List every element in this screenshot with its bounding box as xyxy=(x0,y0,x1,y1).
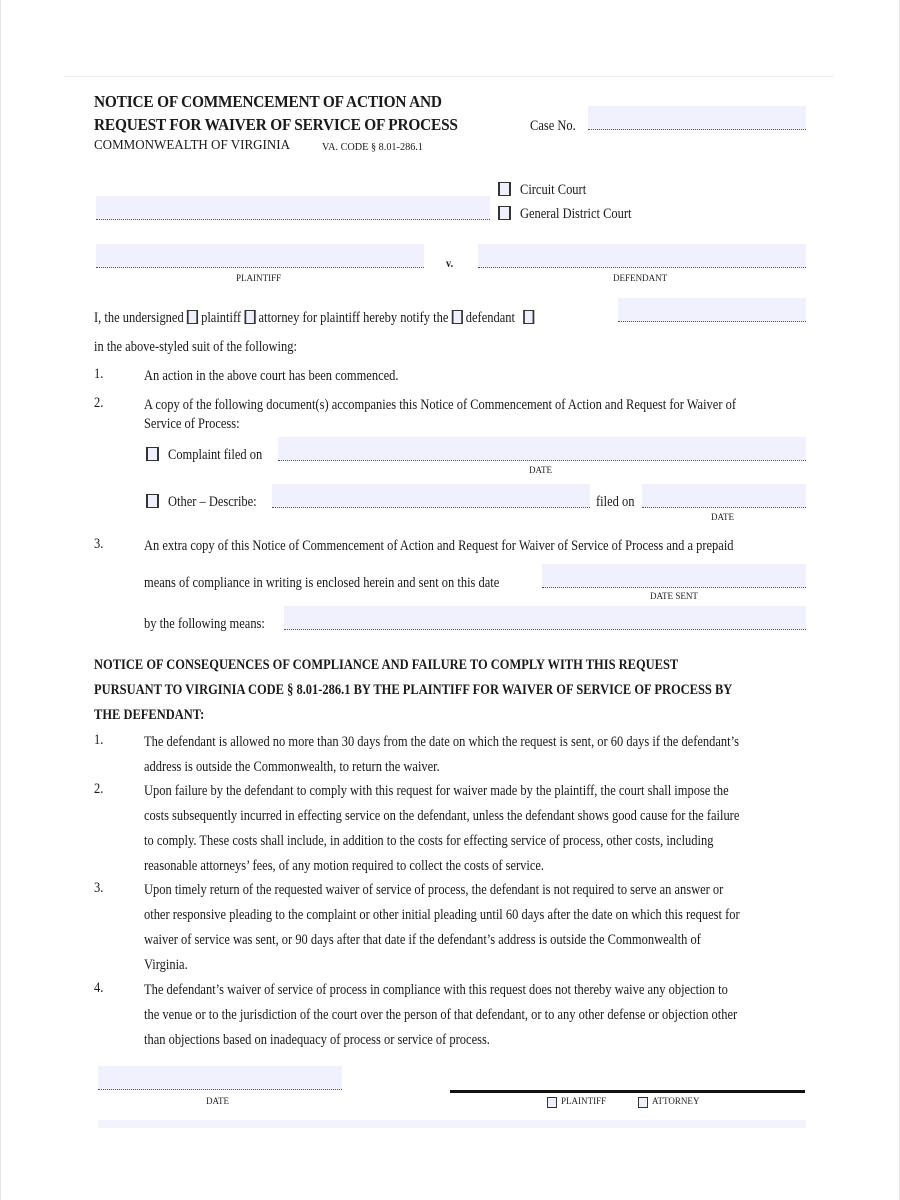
consequence-1-line: address is outside the Commonwealth, to return the waiver. xyxy=(144,759,440,775)
notify-other-checkbox[interactable] xyxy=(523,310,534,324)
consequence-4-line: the venue or to the jurisdiction of the court over the person of that defendant, or to any other defense or objection other xyxy=(144,1007,738,1023)
item-3-text-line1: An extra copy of this Notice of Commencement of Action and Request for Waiver of Service of Process and a prepaid xyxy=(144,538,734,554)
form-title-line1: NOTICE OF COMMENCEMENT OF ACTION AND xyxy=(94,92,442,111)
consequence-3-line: waiver of service was sent, or 90 days after that date if the defendant’s address is outside the Commonwealth of xyxy=(144,932,701,948)
complaint-date-caption: DATE xyxy=(529,466,553,476)
date-sent-caption: DATE SENT xyxy=(650,592,698,602)
item-1-text: An action in the above court has been commenced. xyxy=(144,368,399,384)
signer-name-field[interactable] xyxy=(98,1120,806,1128)
item-3-text-line2: means of compliance in writing is enclosed herein and sent on this date xyxy=(144,575,500,591)
signer-plaintiff-label: PLAINTIFF xyxy=(561,1097,607,1107)
consequence-number: 3. xyxy=(94,880,104,896)
complaint-filed-label: Complaint filed on xyxy=(168,447,263,463)
signer-plaintiff-checkbox[interactable] xyxy=(547,1097,557,1108)
notify-other-field[interactable] xyxy=(618,298,806,322)
notify-prefix: I, the undersigned xyxy=(94,310,184,326)
item-number: 3. xyxy=(94,536,104,552)
complaint-checkbox[interactable] xyxy=(146,447,159,461)
consequence-number: 4. xyxy=(94,980,104,996)
other-date-caption: DATE xyxy=(711,513,735,523)
defendant-field[interactable] xyxy=(478,244,806,268)
consequence-2-line: Upon failure by the defendant to comply with this request for waiver made by the plaintiff, the court shall impose the xyxy=(144,783,729,799)
form-title-line2: REQUEST FOR WAIVER OF SERVICE OF PROCESS xyxy=(94,115,458,134)
general-district-court-checkbox[interactable] xyxy=(498,206,511,220)
consequence-4-line: The defendant’s waiver of service of process in compliance with this request does not thereby waive any objection to xyxy=(144,982,728,998)
consequence-3-line: Upon timely return of the requested waiver of service of process, the defendant is not required to serve an answer or xyxy=(144,882,724,898)
complaint-date-field[interactable] xyxy=(278,437,806,461)
item-2-text-line2: Service of Process: xyxy=(144,416,240,432)
notify-attorney-label: attorney for plaintiff hereby notify the xyxy=(258,310,449,326)
item-number: 1. xyxy=(94,366,104,382)
signature-date-caption: DATE xyxy=(206,1097,230,1107)
other-describe-field[interactable] xyxy=(272,484,590,508)
notify-defendant-label: defendant xyxy=(465,310,515,326)
item-2-text-line1: A copy of the following document(s) accompanies this Notice of Commencement of Action and Request for Waiver of xyxy=(144,397,736,413)
signer-attorney-checkbox[interactable] xyxy=(638,1097,648,1108)
means-field[interactable] xyxy=(284,606,806,630)
consequence-2-line: costs subsequently incurred in effecting service on the defendant, unless the defendant shows good cause for the failure xyxy=(144,808,740,824)
defendant-caption: DEFENDANT xyxy=(613,274,668,284)
notify-plaintiff-checkbox[interactable] xyxy=(187,310,198,324)
other-document-checkbox[interactable] xyxy=(146,494,159,508)
plaintiff-caption: PLAINTIFF xyxy=(236,274,282,284)
case-no-label: Case No. xyxy=(530,118,576,134)
general-district-court-label: General District Court xyxy=(520,206,632,222)
plaintiff-field[interactable] xyxy=(96,244,424,268)
circuit-court-checkbox[interactable] xyxy=(498,182,511,196)
consequence-3-line: Virginia. xyxy=(144,957,188,973)
notify-plaintiff-label: plaintiff xyxy=(201,310,242,326)
consequence-2-line: reasonable attorneys’ fees, of any motion required to collect the costs of service. xyxy=(144,858,545,874)
other-describe-label: Other – Describe: xyxy=(168,494,257,510)
date-sent-field[interactable] xyxy=(542,564,806,588)
notify-statement xyxy=(94,308,534,328)
consequence-3-line: other responsive pleading to the complaint or other initial pleading until 60 days after the date on which this request for xyxy=(144,907,740,923)
item-3-text-line3: by the following means: xyxy=(144,616,265,632)
case-no-field[interactable] xyxy=(588,106,806,130)
other-date-field[interactable] xyxy=(642,484,806,508)
page-top-rule xyxy=(64,76,834,77)
item-number: 2. xyxy=(94,395,104,411)
versus-label: v. xyxy=(446,256,454,270)
circuit-court-label: Circuit Court xyxy=(520,182,587,198)
consequence-number: 2. xyxy=(94,781,104,797)
consequences-heading-line3: THE DEFENDANT: xyxy=(94,707,205,723)
signature-date-field[interactable] xyxy=(98,1066,342,1090)
consequence-number: 1. xyxy=(94,732,104,748)
filed-on-label: filed on xyxy=(596,494,635,510)
va-code-label: VA. CODE § 8.01-286.1 xyxy=(322,141,423,153)
consequence-1-line: The defendant is allowed no more than 30 days from the date on which the request is sent, or 60 days if the defendant’s xyxy=(144,734,739,750)
notify-line2: in the above-styled suit of the following: xyxy=(94,339,297,355)
consequence-2-line: to comply. These costs shall include, in addition to the costs for effecting service of process, other costs, including xyxy=(144,833,714,849)
notify-defendant-checkbox[interactable] xyxy=(451,310,462,324)
consequence-4-line: than objections based on inadequacy of process or service of process. xyxy=(144,1032,490,1048)
court-name-field[interactable] xyxy=(96,196,490,220)
consequences-heading-line1: NOTICE OF CONSEQUENCES OF COMPLIANCE AND FAILURE TO COMPLY WITH THIS REQUEST xyxy=(94,657,679,673)
notify-attorney-checkbox[interactable] xyxy=(244,310,255,324)
jurisdiction-label: COMMONWEALTH OF VIRGINIA xyxy=(94,138,291,153)
signature-line[interactable] xyxy=(450,1090,805,1093)
signer-attorney-label: ATTORNEY xyxy=(652,1097,700,1107)
consequences-heading-line2: PURSUANT TO VIRGINIA CODE § 8.01-286.1 BY THE PLAINTIFF FOR WAIVER OF SERVICE OF PROCESS BY xyxy=(94,682,733,698)
